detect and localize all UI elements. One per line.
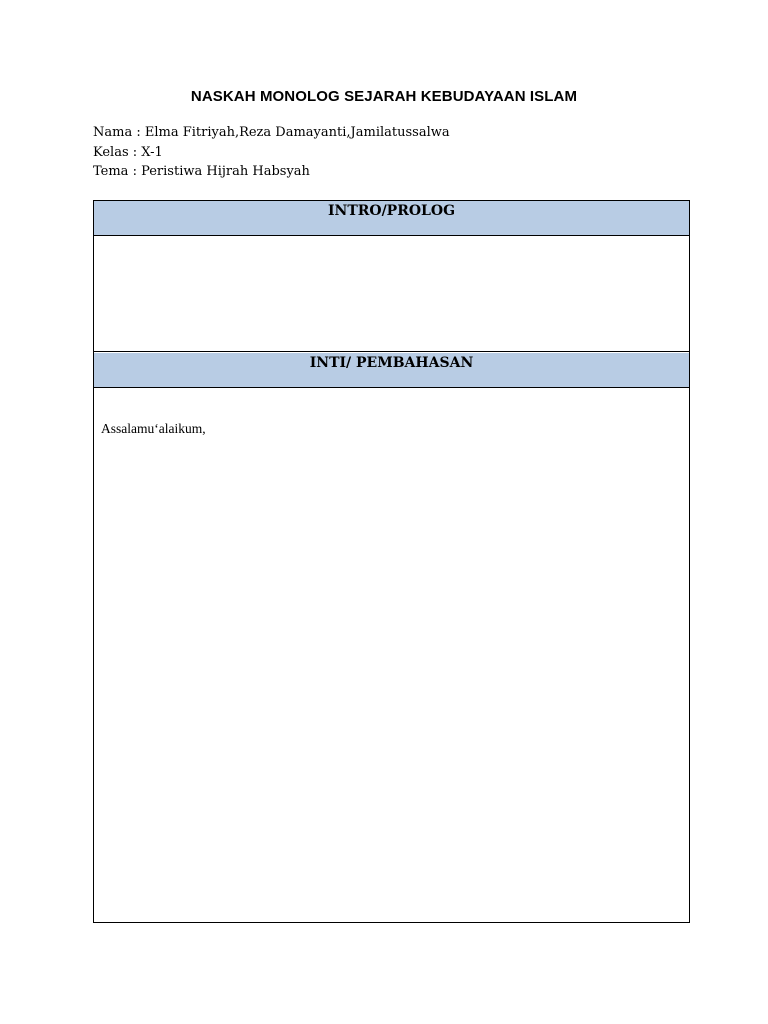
inti-section-body: [94, 388, 689, 922]
meta-tema: Tema : Peristiwa Hijrah Habsyah: [93, 164, 310, 179]
document-meta: [93, 123, 450, 182]
intro-section-body: [94, 236, 689, 352]
document-title: NASKAH MONOLOG SEJARAH KEBUDAYAAN ISLAM: [190, 88, 578, 105]
intro-section-heading: INTRO/PROLOG: [94, 201, 689, 236]
inti-section-heading: INTI/ PEMBAHASAN: [94, 353, 689, 388]
script-table: [93, 200, 690, 923]
meta-nama: Nama : Elma Fitriyah,Reza Damayanti,Jamilatussalwa: [93, 125, 450, 140]
greeting-text: Assalamu‘alaikum,: [101, 421, 206, 436]
meta-kelas: Kelas : X-1: [93, 144, 163, 160]
